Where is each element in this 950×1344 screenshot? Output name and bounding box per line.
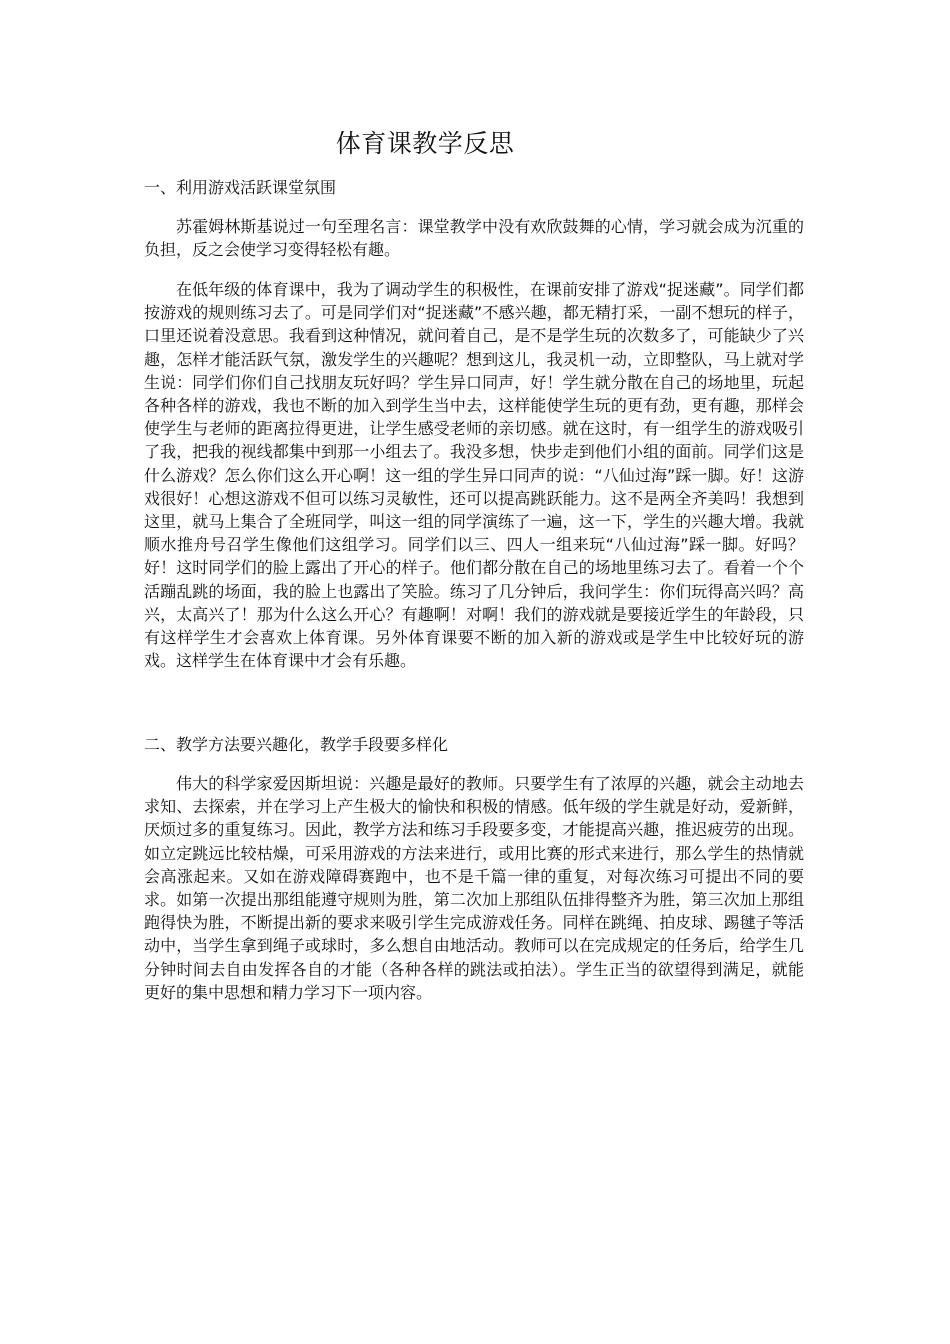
section-heading-1: 一、利用游戏活跃课堂氛围: [144, 178, 337, 197]
section-1-paragraph-2: 在低年级的体育课中，我为了调动学生的积极性，在课前安排了游戏“捉迷藏”。同学们都按游戏的规则练习去了。可是同学们对“捉迷藏”不感兴趣，都无精打采，一副不想玩的样子，口里还说着没意思。我看到这种情况，就问着自己，是不是学生玩的次数多了，可能缺少了兴趣，怎样才能活跃气氛，激发学生的兴趣呢？想到这儿，我灵机一动，立即整队，马上就对学生说：同学们你们自己找朋友玩好吗？学生异口同声，好！学生就分散在自己的场地里，玩起各种各样的游戏，我也不断的加入到学生当中去，这样能使学生玩的更有劲，更有趣，那样会使学生与老师的距离拉得更进，让学生感受老师的亲切感。就在这时，有一组学生的游戏吸引了我，把我的视线都集中到那一小组去了。我没多想，快步走到他们小组的面前。同学们这是什么游戏？怎么你们这么开心啊！这一组的学生异口同声的说：“八仙过海”踩一脚。好！这游戏很好！心想这游戏不但可以练习灵敏性，还可以提高跳跃能力。这不是两全齐美吗！我想到这里，就马上集合了全班同学，叫这一组的同学演练了一遍，这一下，学生的兴趣大增。我就顺水推舟号召学生像他们这组学习。同学们以三、四人一组来玩“八仙过海”踩一脚。好吗？好！这时同学们的脸上露出了开心的样子。他们都分散在自己的场地里练习去了。看着一个个活蹦乱跳的场面，我的脸上也露出了笑脸。练习了几分钟后，我问学生：你们玩得高兴吗？高兴，太高兴了！那为什么这么开心？有趣啊！对啊！我们的游戏就是要接近学生的年龄段，只有这样学生才会喜欢上体育课。另外体育课要不断的加入新的游戏或是学生中比较好玩的游戏。这样学生在体育课中才会有乐趣。: [144, 280, 804, 671]
section-2-paragraph-1: 伟大的科学家爱因斯坦说：兴趣是最好的教师。只要学生有了浓厚的兴趣，就会主动地去求知、去探索，并在学习上产生极大的愉快和积极的情感。低年级的学生就是好动，爱新鲜，厌烦过多的重复练习。因此，教学方法和练习手段要多变，才能提高兴趣，推迟疲劳的出现。如立定跳远比较枯燥，可采用游戏的方法来进行，或用比赛的形式来进行，那么学生的热情就会高涨起来。又如在游戏障碍赛跑中，也不是千篇一律的重复，对每次练习可提出不同的要求。如第一次提出那组能遵守规则为胜，第二次加上那组队伍排得整齐为胜，第三次加上那组跑得快为胜，不断提出新的要求来吸引学生完成游戏任务。同样在跳绳、拍皮球、踢毽子等活动中，当学生拿到绳子或球时，多么想自由地活动。教师可以在完成规定的任务后，给学生几分钟时间去自由发挥各自的才能（各种各样的跳法或拍法）。学生正当的欲望得到满足，就能更好的集中思想和精力学习下一项内容。: [144, 774, 804, 1002]
section-1-paragraph-1: 苏霍姆林斯基说过一句至理名言：课堂教学中没有欢欣鼓舞的心情，学习就会成为沉重的负担，反之会使学习变得轻松有趣。: [144, 217, 804, 260]
document-title: 体育课教学反思: [335, 129, 515, 158]
section-heading-2: 二、教学方法要兴趣化，教学手段要多样化: [144, 735, 449, 754]
